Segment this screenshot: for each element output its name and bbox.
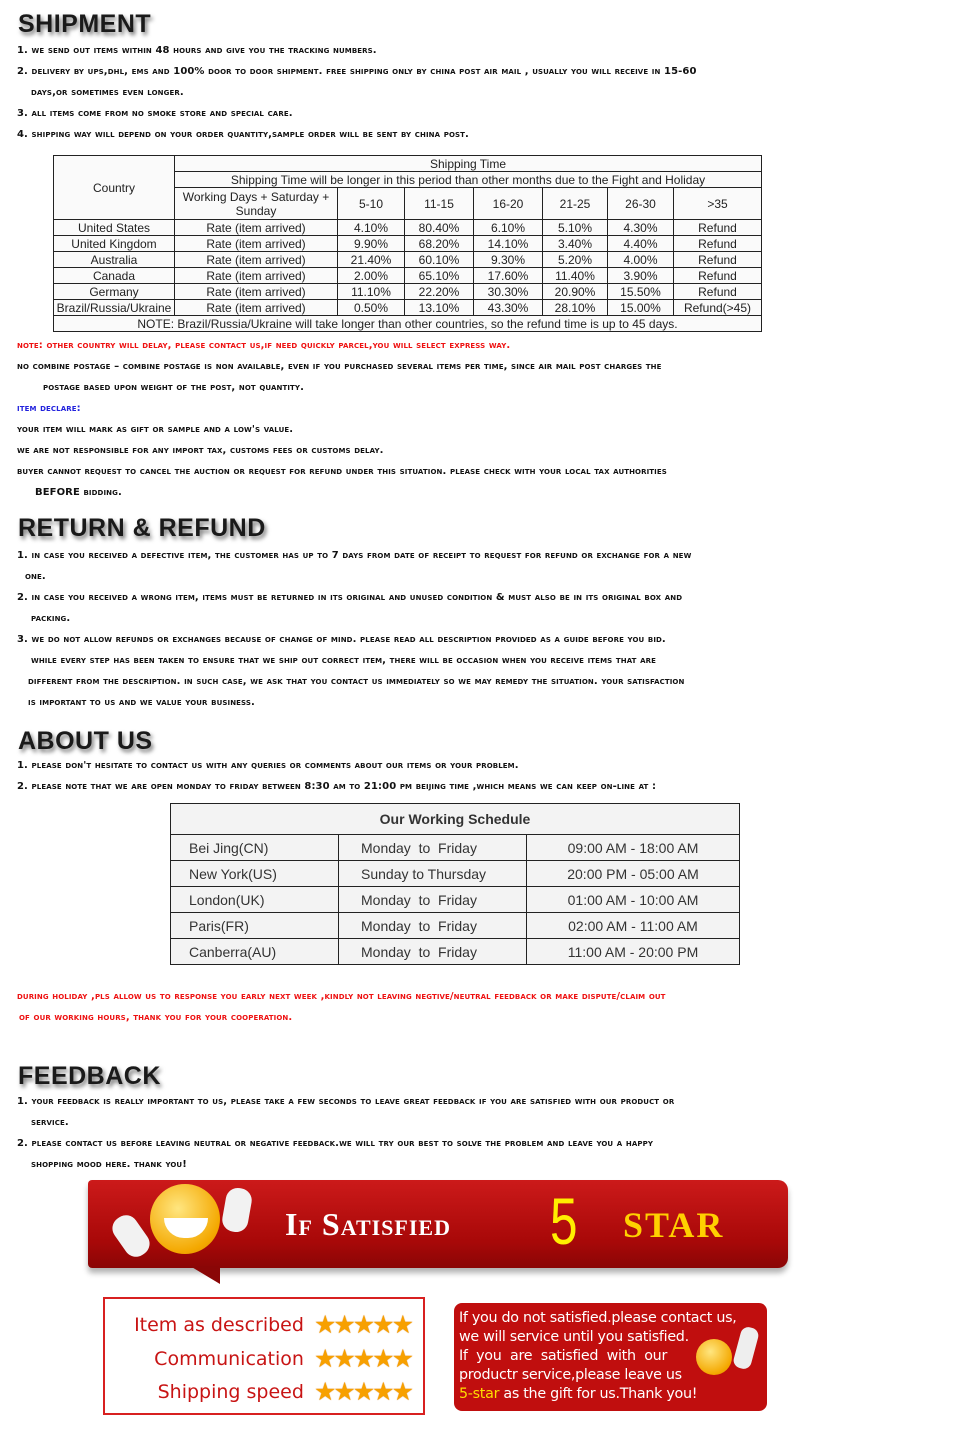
table-row xyxy=(171,913,740,939)
combine-postage-line-2: postage based upon weight of the post, not quantity. xyxy=(43,382,304,393)
shipment-item-2-cont: days,or sometimes even longer. xyxy=(31,87,184,98)
refund-cell: Refund xyxy=(674,284,762,300)
rate-cell: 30.30% xyxy=(474,284,543,300)
declare-line-3: buyer cannot request to cancel the auction or request for refund under this situation. please check with your local tax authorities xyxy=(17,466,667,477)
working-schedule-table xyxy=(170,803,740,965)
city-cell: London(UK) xyxy=(171,887,339,913)
country-cell: Brazil/Russia/Ukraine xyxy=(54,300,175,316)
country-cell: Australia xyxy=(54,252,175,268)
banner-star-text: STAR xyxy=(623,1205,725,1245)
combine-postage-line-1: no combine postage – combine postage is non available, even if you purchased several items per time, since air mail post charges the xyxy=(17,361,662,372)
hours-cell: 20:00 PM - 05:00 AM xyxy=(527,861,740,887)
rate-cell: 43.30% xyxy=(474,300,543,316)
refund-cell: Refund xyxy=(674,236,762,252)
column-header: 26-30 xyxy=(608,188,674,220)
rate-cell: 6.10% xyxy=(474,220,543,236)
column-header: 11-15 xyxy=(405,188,474,220)
feedback-line: shopping mood here. thank you! xyxy=(31,1159,187,1170)
item-declare-label: item declare: xyxy=(17,403,81,414)
rate-cell: 9.30% xyxy=(474,252,543,268)
five-star-icon: ★★★★★ xyxy=(313,1311,411,1339)
refund-cell: Refund xyxy=(674,252,762,268)
rating-label: Communication xyxy=(154,1348,304,1370)
hours-cell: 01:00 AM - 10:00 AM xyxy=(527,887,740,913)
return-line: while every step has been taken to ensure that we ship out correct item, there will be occasion when you receive items that are xyxy=(31,655,657,666)
declare-line-1: your item will mark as gift or sample and a low's value. xyxy=(17,424,294,435)
rate-cell: 21.40% xyxy=(338,252,405,268)
contact-box xyxy=(454,1303,767,1411)
table-row xyxy=(171,861,740,887)
speech-bubble-tail xyxy=(190,1266,220,1284)
smiley-face-icon xyxy=(696,1339,732,1375)
holiday-note-line-1: during holiday ,pls allow us to response you early next week ,kindly not leaving negtive/neutral feedback or make dispute/claim out xyxy=(17,991,666,1002)
rate-cell: 14.10% xyxy=(474,236,543,252)
refund-cell: Refund(>45) xyxy=(674,300,762,316)
days-cell: Monday to Friday xyxy=(339,913,527,939)
table-row xyxy=(54,236,762,252)
rate-cell: 60.10% xyxy=(405,252,474,268)
rate-cell: 15.00% xyxy=(608,300,674,316)
five-star-icon: ★★★★★ xyxy=(313,1378,411,1406)
banner-text: If Satisfied xyxy=(285,1206,451,1242)
rate-cell: 20.90% xyxy=(543,284,608,300)
contact-line-2: we will service until you satisfied. xyxy=(459,1329,689,1345)
column-header: Working Days + Saturday + Sunday xyxy=(175,188,338,220)
smiley-face-icon xyxy=(150,1184,220,1254)
table-row xyxy=(171,939,740,965)
five-star-banner xyxy=(88,1180,788,1268)
contact-line-5-text: as the gift for us.Thank you! xyxy=(499,1386,698,1402)
rate-cell: 22.20% xyxy=(405,284,474,300)
table-row xyxy=(54,252,762,268)
table-note: NOTE: Brazil/Russia/Ukraine will take longer than other countries, so the refund time is up to 45 days. xyxy=(54,316,762,332)
contact-line-4: productr service,please leave us xyxy=(459,1367,682,1383)
rate-cell: 68.20% xyxy=(405,236,474,252)
delay-note: note: other country will delay, please contact us,if need quickly parcel,you will select express way. xyxy=(17,340,511,351)
ratings-box xyxy=(103,1297,425,1415)
return-line: is important to us and we value your business. xyxy=(28,697,255,708)
shipment-item-4: 4. shipping way will depend on your order quantity,sample order will be sent by china post. xyxy=(17,129,469,140)
about-line: 1. please don't hesitate to contact us with any queries or comments about our items or your problem. xyxy=(17,760,519,771)
table-row xyxy=(54,268,762,284)
city-cell: Paris(FR) xyxy=(171,913,339,939)
country-cell: Germany xyxy=(54,284,175,300)
rate-label-cell: Rate (item arrived) xyxy=(175,252,338,268)
table-row xyxy=(54,300,762,316)
table-row xyxy=(171,887,740,913)
schedule-title: Our Working Schedule xyxy=(171,804,740,835)
city-cell: New York(US) xyxy=(171,861,339,887)
banner-number: 5 xyxy=(550,1184,578,1258)
refund-cell: Refund xyxy=(674,220,762,236)
contact-line-1: If you do not satisfied.please contact us, xyxy=(459,1310,737,1326)
rate-cell: 65.10% xyxy=(405,268,474,284)
rate-cell: 0.50% xyxy=(338,300,405,316)
about-line: 2. please note that we are open monday to friday between 8:30 am to 21:00 pm beijing time ,which means we can keep on-line at : xyxy=(17,781,657,792)
days-cell: Monday to Friday xyxy=(339,887,527,913)
table-row xyxy=(54,284,762,300)
shipping-time-header: Shipping Time xyxy=(175,156,762,172)
column-header: 5-10 xyxy=(338,188,405,220)
rating-row xyxy=(134,1310,411,1340)
rating-label: Item as described xyxy=(134,1314,304,1336)
rate-cell: 13.10% xyxy=(405,300,474,316)
contact-line-3: If you are satisfied with our xyxy=(459,1348,668,1364)
return-line: packing. xyxy=(31,613,71,624)
hours-cell: 11:00 AM - 20:00 PM xyxy=(527,939,740,965)
feedback-line: 1. your feedback is really important to us, please take a few seconds to leave great feedback if you are satisfied with our product or xyxy=(17,1096,675,1107)
days-cell: Sunday to Thursday xyxy=(339,861,527,887)
rating-row xyxy=(158,1377,411,1407)
shipment-item-2: 2. delivery by ups,dhl, ems and 100% door to door shipment. free shipping only by china post air mail , usually you will receive in 15-60 xyxy=(17,66,697,77)
rate-cell: 3.90% xyxy=(608,268,674,284)
country-cell: United Kingdom xyxy=(54,236,175,252)
shipment-heading: SHIPMENT xyxy=(18,10,152,38)
rate-cell: 4.00% xyxy=(608,252,674,268)
return-line: 2. in case you received a wrong item, items must be returned in its original and unused condition & must also be in its original box and xyxy=(17,592,683,603)
rate-cell: 17.60% xyxy=(474,268,543,284)
shipping-time-table xyxy=(53,155,762,332)
holiday-note-line-2: of our working hours, thank you for your cooperation. xyxy=(19,1012,293,1023)
table-row xyxy=(171,835,740,861)
feedback-line: 2. please contact us before leaving neutral or negative feedback.we will try our best to solve the problem and leave you a happy xyxy=(17,1138,653,1149)
rate-label-cell: Rate (item arrived) xyxy=(175,268,338,284)
rate-cell: 4.40% xyxy=(608,236,674,252)
days-cell: Monday to Friday xyxy=(339,835,527,861)
return-refund-heading: RETURN & REFUND xyxy=(18,514,266,542)
city-cell: Canberra(AU) xyxy=(171,939,339,965)
shipment-item-3: 3. all items come from no smoke store and special care. xyxy=(17,108,293,119)
table-row xyxy=(54,220,762,236)
city-cell: Bei Jing(CN) xyxy=(171,835,339,861)
country-header: Country xyxy=(54,156,175,220)
thumbs-up-left-icon xyxy=(108,1211,155,1262)
rate-cell: 11.40% xyxy=(543,268,608,284)
return-line: 3. we do not allow refunds or exchanges because of change of mind. please read all description provided as a guide before you bid. xyxy=(17,634,666,645)
return-line: different from the description. in such case, we ask that you contact us immediately so we may remedy the situation. your satisfaction xyxy=(28,676,685,687)
rating-label: Shipping speed xyxy=(157,1381,304,1403)
rate-cell: 4.30% xyxy=(608,220,674,236)
rate-cell: 80.40% xyxy=(405,220,474,236)
thumbs-up-right-icon xyxy=(220,1186,253,1234)
days-cell: Monday to Friday xyxy=(339,939,527,965)
rate-cell: 3.40% xyxy=(543,236,608,252)
rating-row xyxy=(154,1344,411,1374)
rate-cell: 11.10% xyxy=(338,284,405,300)
country-cell: United States xyxy=(54,220,175,236)
declare-line-2: we are not responsible for any import tax, customs fees or customs delay. xyxy=(17,445,384,456)
shipment-item-1: 1. we send out items within 48 hours and give you the tracking numbers. xyxy=(17,45,377,56)
country-cell: Canada xyxy=(54,268,175,284)
rate-label-cell: Rate (item arrived) xyxy=(175,300,338,316)
rate-cell: 15.50% xyxy=(608,284,674,300)
shipping-time-subheader: Shipping Time will be longer in this period than other months due to the Fight and Holiday xyxy=(175,172,762,188)
rate-cell: 9.90% xyxy=(338,236,405,252)
column-header: 16-20 xyxy=(474,188,543,220)
rate-cell: 2.00% xyxy=(338,268,405,284)
column-header: 21-25 xyxy=(543,188,608,220)
rate-label-cell: Rate (item arrived) xyxy=(175,284,338,300)
rate-label-cell: Rate (item arrived) xyxy=(175,236,338,252)
column-header: >35 xyxy=(674,188,762,220)
five-star-highlight: 5-star xyxy=(459,1386,500,1402)
feedback-line: service. xyxy=(31,1117,69,1128)
hours-cell: 09:00 AM - 18:00 AM xyxy=(527,835,740,861)
rate-cell: 5.20% xyxy=(543,252,608,268)
about-us-heading: ABOUT US xyxy=(18,727,153,755)
refund-cell: Refund xyxy=(674,268,762,284)
rate-label-cell: Rate (item arrived) xyxy=(175,220,338,236)
return-line: 1. in case you received a defective item, the customer has up to 7 days from date of receipt to request for refund or exchange for a new xyxy=(17,550,692,561)
five-star-icon: ★★★★★ xyxy=(313,1345,411,1373)
return-line: one. xyxy=(25,571,46,582)
rate-cell: 28.10% xyxy=(543,300,608,316)
declare-line-4: BEFORE bidding. xyxy=(35,487,122,498)
rate-cell: 5.10% xyxy=(543,220,608,236)
rate-cell: 4.10% xyxy=(338,220,405,236)
contact-line-5 xyxy=(459,1385,767,1404)
hours-cell: 02:00 AM - 11:00 AM xyxy=(527,913,740,939)
feedback-heading: FEEDBACK xyxy=(18,1062,161,1090)
